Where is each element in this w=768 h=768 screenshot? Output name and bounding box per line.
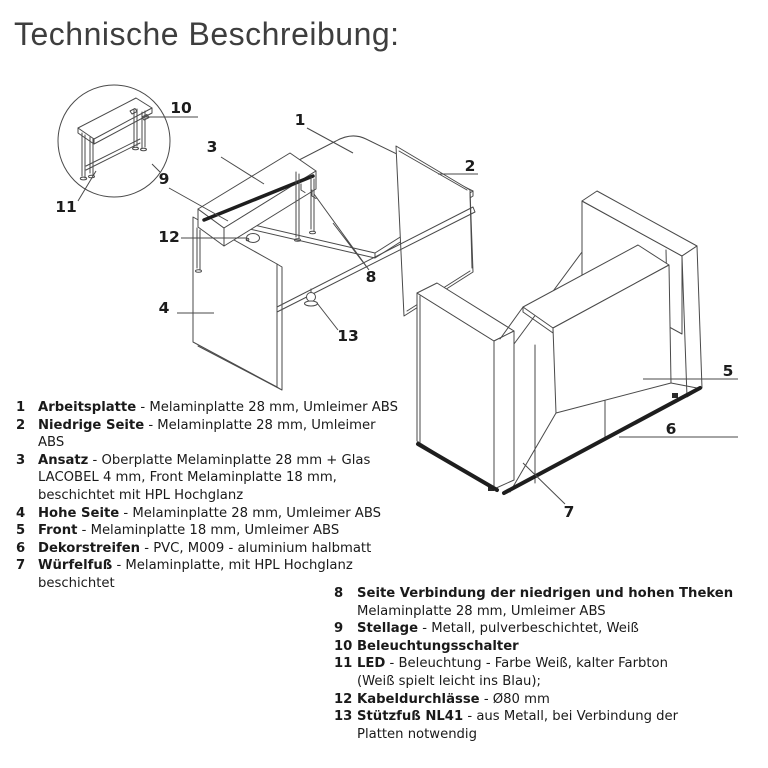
legend-item-text: Ansatz - Oberplatte Melaminplatte 28 mm + Glas LACOBEL 4 mm, Front Melaminplatte 18 mm, beschichtet mit HPL Hochglanz [38, 452, 371, 503]
callout-7: 7 [563, 503, 575, 521]
legend-item-3 [16, 452, 408, 505]
legend-item-number: 13 [334, 709, 353, 725]
page-title: Technische Beschreibung: [14, 16, 400, 52]
callout-13: 13 [337, 327, 359, 345]
legend-item-text: Stellage - Metall, pulverbeschichtet, Weiß [357, 621, 639, 637]
detail-inset-shelf-drawing [58, 85, 170, 197]
legend-item-number: 2 [16, 417, 26, 433]
legend-item-4 [16, 505, 408, 523]
legend-item-text: Niedrige Seite - Melaminplatte 28 mm, Umleimer ABS [38, 417, 376, 451]
legend-right-column [334, 585, 762, 743]
legend-item-number: 5 [16, 523, 26, 539]
legend-item-number: 10 [334, 638, 353, 654]
legend-item-text: Kabeldurchlässe - Ø80 mm [357, 691, 550, 707]
legend-item-number: 9 [334, 621, 344, 637]
legend-item-text: Stützfuß NL41 - aus Metall, bei Verbindung der Platten notwendig [357, 709, 679, 742]
legend-item-number: 1 [16, 400, 26, 415]
legend-item-8 [334, 585, 762, 620]
callout-3: 3 [206, 138, 218, 156]
callout-4: 4 [158, 299, 170, 317]
legend-item-13 [334, 708, 762, 743]
legend-item-9 [334, 620, 762, 638]
callout-9: 9 [158, 170, 170, 188]
legend-item-text: Dekorstreifen - PVC, M009 - aluminium halbmatt [38, 540, 372, 556]
legend-item-10 [334, 638, 762, 656]
legend-item-number: 6 [16, 540, 26, 556]
callout-5: 5 [722, 362, 734, 380]
legend-item-number: 12 [334, 691, 353, 707]
legend-item-text: Beleuchtungsschalter [357, 638, 519, 654]
legend-item-11 [334, 655, 762, 690]
legend-item-text: Hohe Seite - Melaminplatte 28 mm, Umleimer ABS [38, 505, 382, 521]
callout-10: 10 [170, 99, 192, 117]
legend-item-5 [16, 522, 408, 540]
callout-1: 1 [294, 111, 306, 129]
legend-item-number: 4 [16, 505, 26, 521]
legend-item-text: Seite Verbindung der niedrigen und hohen Theken Melaminplatte 28 mm, Umleimer ABS [357, 586, 734, 619]
callout-8: 8 [365, 268, 377, 286]
legend-item-text: Front - Melaminplatte 18 mm, Umleimer ABS [38, 523, 340, 539]
legend-item-number: 11 [334, 656, 353, 672]
legend-item-text: Würfelfuß - Melaminplatte, mit HPL Hochglanz beschichtet [38, 558, 353, 591]
legend-item-number: 3 [16, 452, 26, 468]
legend-item-text: LED - Beleuchtung - Farbe Weiß, kalter Farbton (Weiß spielt leicht ins Blau); [357, 656, 668, 689]
legend-item-6 [16, 540, 408, 558]
legend-left-column [16, 399, 408, 593]
legend-item-text: Arbeitsplatte - Melaminplatte 28 mm, Umleimer ABS [38, 400, 398, 415]
legend-item-2 [16, 417, 408, 452]
legend-item-number: 8 [334, 586, 344, 601]
legend-item-number: 7 [16, 558, 26, 574]
callout-12: 12 [158, 228, 180, 246]
callout-11: 11 [55, 198, 77, 216]
legend-item-12 [334, 691, 762, 709]
callout-2: 2 [464, 157, 476, 175]
legend-item-1 [16, 399, 408, 417]
callout-6: 6 [665, 420, 677, 438]
